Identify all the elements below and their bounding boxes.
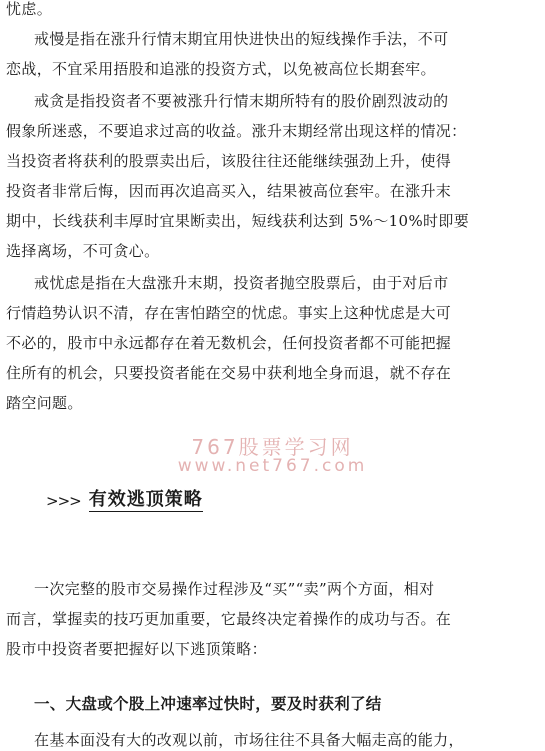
body-line: 不必的，股市中永远都存在着无数机会，任何投资者都不可能把握 [6,334,452,352]
body-line: 戒贪是指投资者不要被涨升行情末期所特有的股价剧烈波动的 [34,92,449,110]
body-line: 戒慢是指在涨升行情末期宜用快进快出的短线操作手法，不可 [34,30,449,48]
body-line: 戒忧虑是指在大盘涨升末期，投资者抛空股票后，由于对后市 [34,274,449,292]
body-line: 假象所迷惑，不要追求过高的收益。涨升末期经常出现这样的情况： [6,122,467,140]
body-line: 行情趋势认识不清，存在害怕踏空的忧虑。事实上这种忧虑是大可 [6,304,452,322]
watermark-site-name: 767股票学习网 [191,435,354,459]
watermark-url: www.net767.com [177,456,368,476]
body-line: 当投资者将获利的股票卖出后，该股往往还能继续强劲上升，使得 [6,152,452,170]
body-line: 在基本面没有大的改观以前，市场往往不具备大幅走高的能力， [34,731,464,749]
section-heading [46,487,203,513]
subheading: 一、大盘或个股上冲速率过快时，要及时获利了结 [34,695,382,713]
body-line: 忧虑。 [6,0,53,18]
body-line: 而言，掌握卖的技巧更加重要，它最终决定着操作的成功与否。在 [6,610,452,628]
body-line: 选择离场，不可贪心。 [6,242,160,260]
section-title: 有效逃顶策略 [88,489,203,510]
body-line: 一次完整的股市交易操作过程涉及“买”“卖”两个方面，相对 [34,580,435,598]
chevron-triple-icon: >>> [46,491,81,510]
body-line: 恋战，不宜采用捂股和追涨的投资方式，以免被高位长期套牢。 [6,60,436,78]
body-line: 投资者非常后悔，因而再次追高买入，结果被高位套牢。在涨升末 [6,182,452,200]
body-line: 踏空问题。 [6,394,83,412]
body-line: 股市中投资者要把握好以下逃顶策略： [6,640,267,658]
body-line: 期中，长线获利丰厚时宜果断卖出，短线获利达到 5%～10%时即要 [6,212,470,230]
body-line: 住所有的机会，只要投资者能在交易中获利地全身而退，就不存在 [6,364,452,382]
